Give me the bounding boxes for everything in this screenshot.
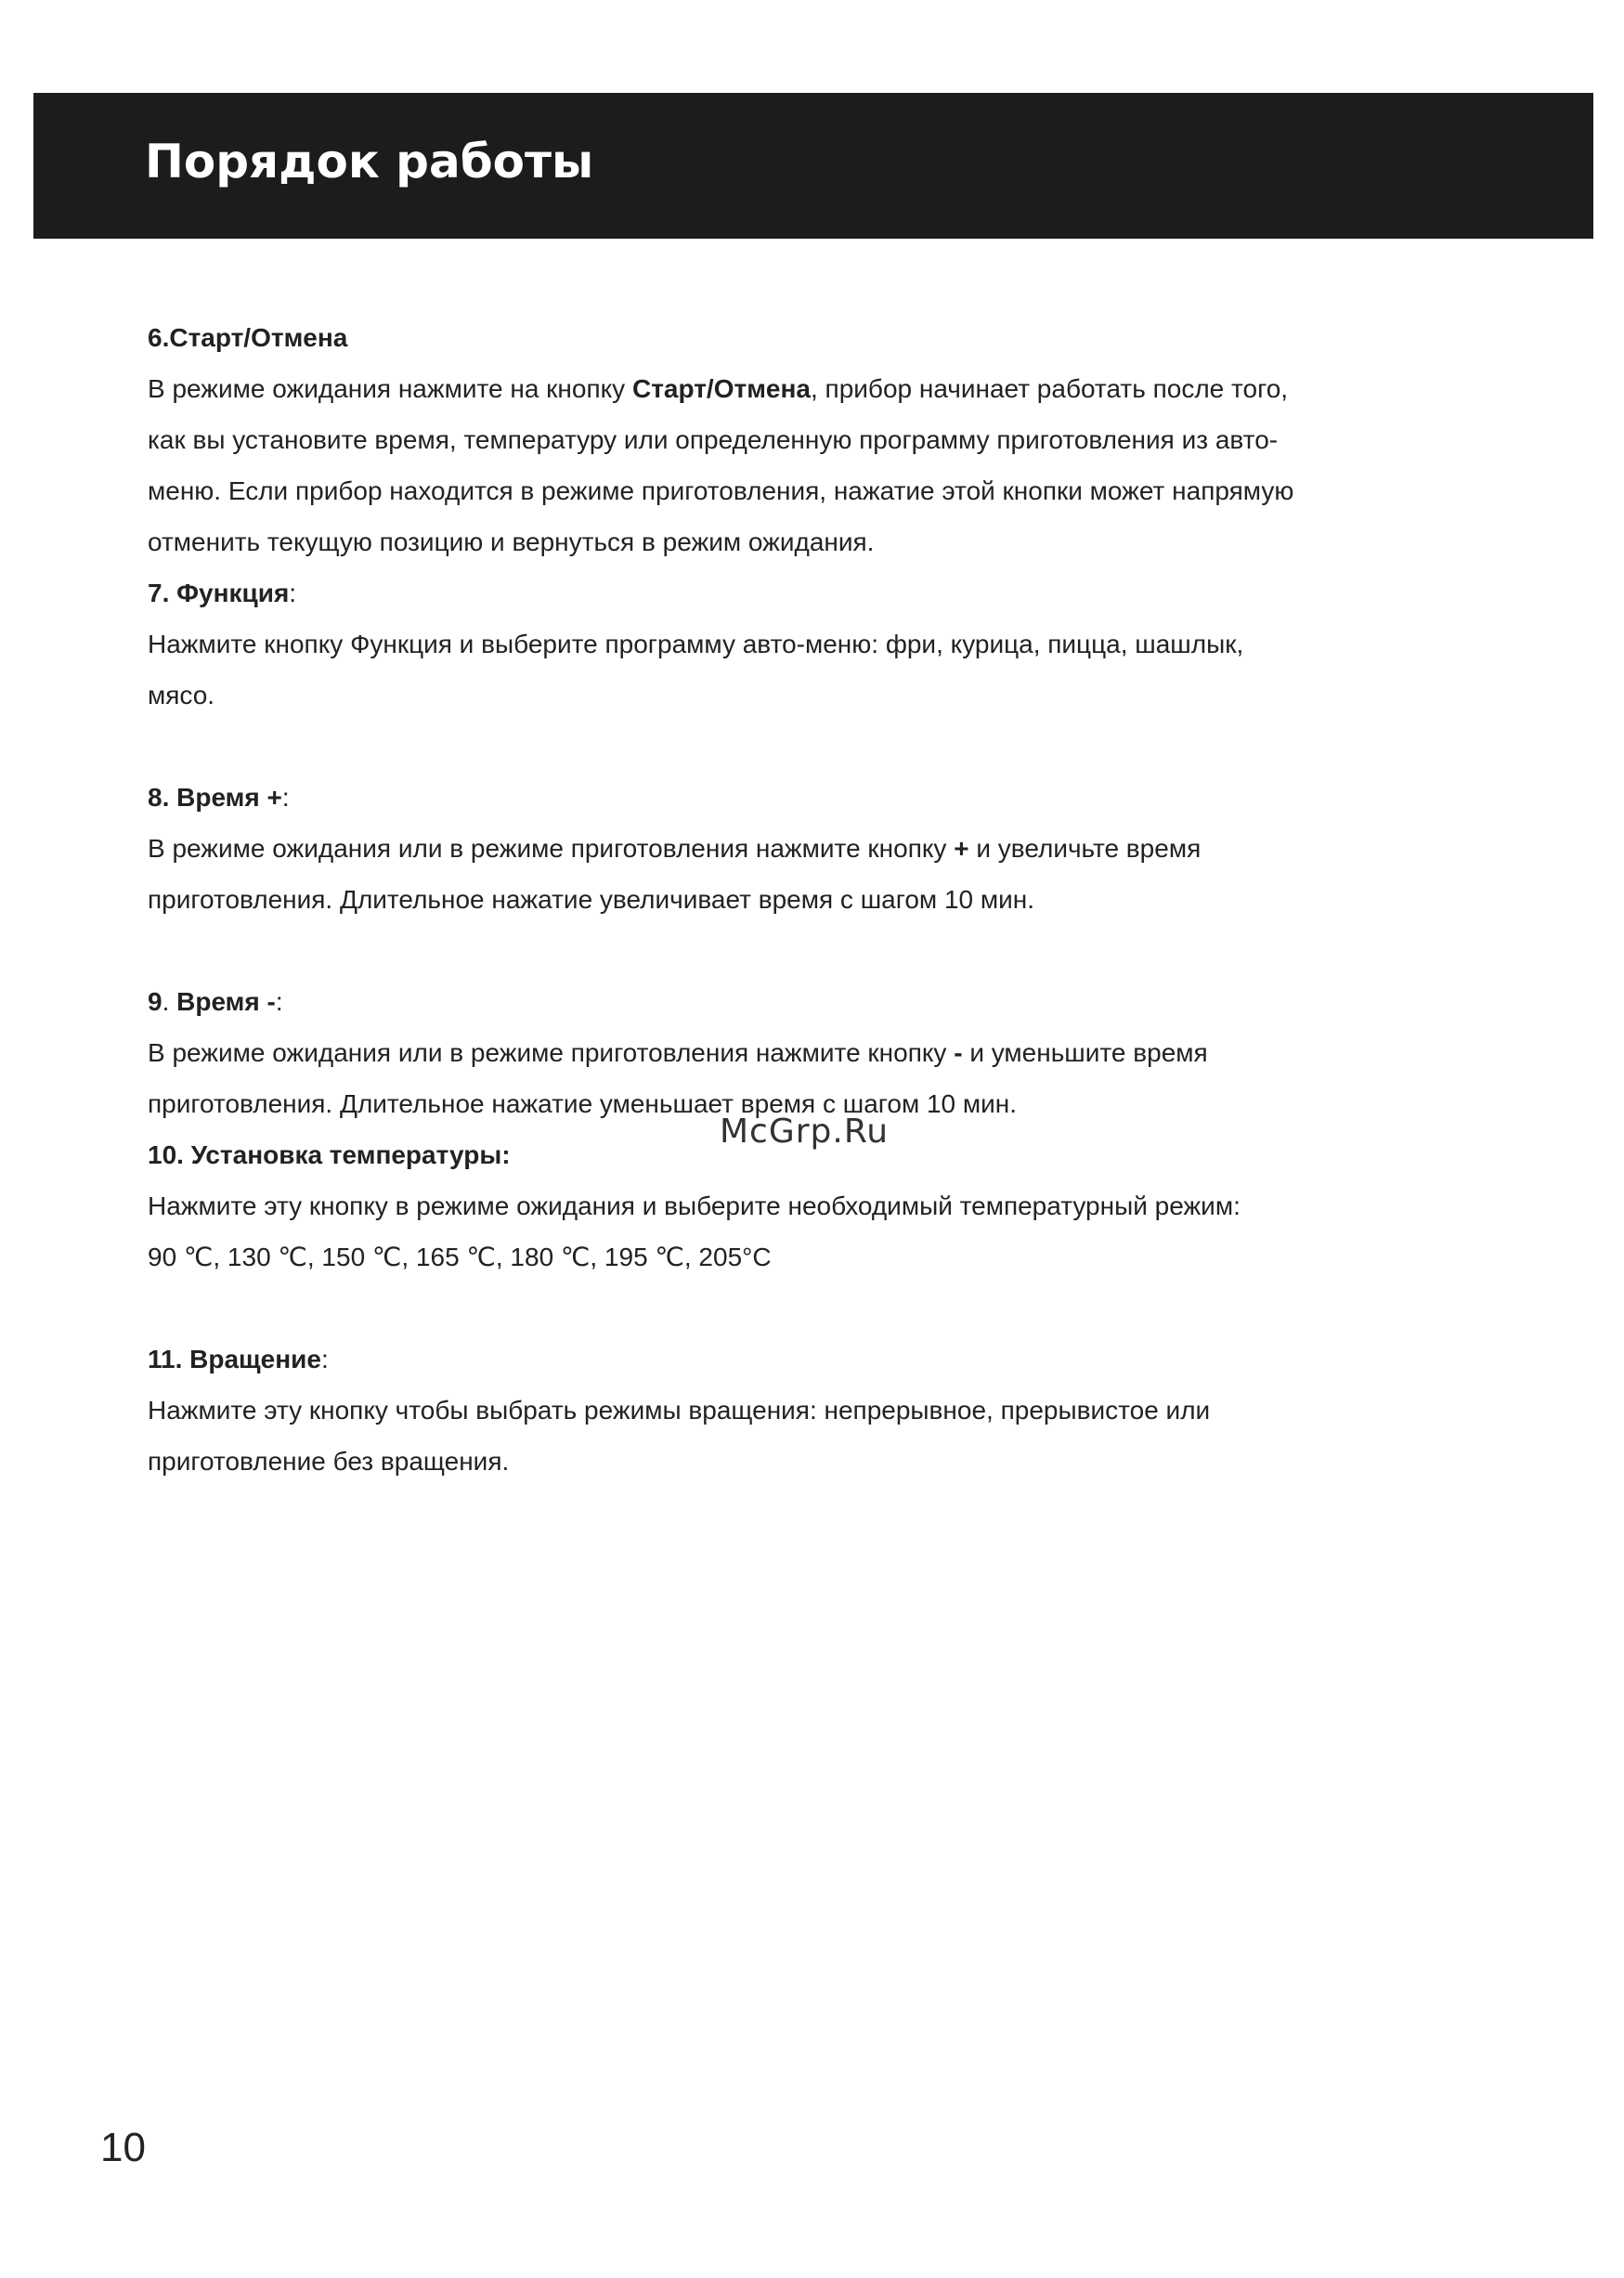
section-7-line-1: Нажмите кнопку Функция и выберите программу авто-меню: фри, курица, пицца, шашлык, xyxy=(148,630,1244,658)
section-6-line-1: В режиме ожидания нажмите на кнопку Старт/Отмена, прибор начинает работать после того, xyxy=(148,374,1289,403)
spacer xyxy=(148,721,1485,772)
page-number: 10 xyxy=(100,2125,146,2170)
section-6-line-3: меню. Если прибор находится в режиме приготовления, нажатие этой кнопки может напрямую xyxy=(148,476,1294,505)
section-6-line-4: отменить текущую позицию и вернуться в режим ожидания. xyxy=(148,527,875,556)
section-6-heading: 6.Старт/Отмена xyxy=(148,323,348,352)
page-title: Порядок работы xyxy=(145,135,594,189)
section-10-heading: 10. Установка температуры: xyxy=(148,1140,511,1169)
section-7-line-2: мясо. xyxy=(148,681,215,709)
section-11-line-2: приготовление без вращения. xyxy=(148,1447,510,1476)
spacer xyxy=(148,925,1485,976)
instructions-body xyxy=(148,312,1485,1487)
minus-label: - xyxy=(954,1038,963,1067)
section-7-heading: 7. Функция: xyxy=(148,579,297,607)
section-9-line-1: В режиме ожидания или в режиме приготовления нажмите кнопку - и уменьшите время xyxy=(148,1038,1208,1067)
watermark: McGrp.Ru xyxy=(720,1113,890,1151)
section-8-line-2: приготовления. Длительное нажатие увеличивает время с шагом 10 мин. xyxy=(148,885,1034,914)
temperature-list: 90 ℃, 130 ℃, 150 ℃, 165 ℃, 180 ℃, 195 ℃, 205°C xyxy=(148,1243,772,1271)
section-10-line-1: Нажмите эту кнопку в режиме ожидания и выберите необходимый температурный режим: xyxy=(148,1191,1241,1220)
section-11-heading: 11. Вращение: xyxy=(148,1345,329,1373)
section-6-line-2: как вы установите время, температуру или определенную программу приготовления из авто- xyxy=(148,425,1279,454)
start-cancel-label: Старт/Отмена xyxy=(631,374,811,403)
section-11-line-1: Нажмите эту кнопку чтобы выбрать режимы вращения: непрерывное, прерывистое или xyxy=(148,1396,1211,1425)
section-9-heading: 9. Время -: xyxy=(148,987,283,1016)
section-8-heading: 8. Время +: xyxy=(148,783,290,812)
section-9-line-2: приготовления. Длительное нажатие уменьшает время с шагом 10 мин. xyxy=(148,1089,1018,1118)
section-8-line-1: В режиме ожидания или в режиме приготовления нажмите кнопку + и увеличьте время xyxy=(148,834,1202,863)
spacer xyxy=(148,1282,1485,1334)
plus-label: + xyxy=(954,834,969,863)
